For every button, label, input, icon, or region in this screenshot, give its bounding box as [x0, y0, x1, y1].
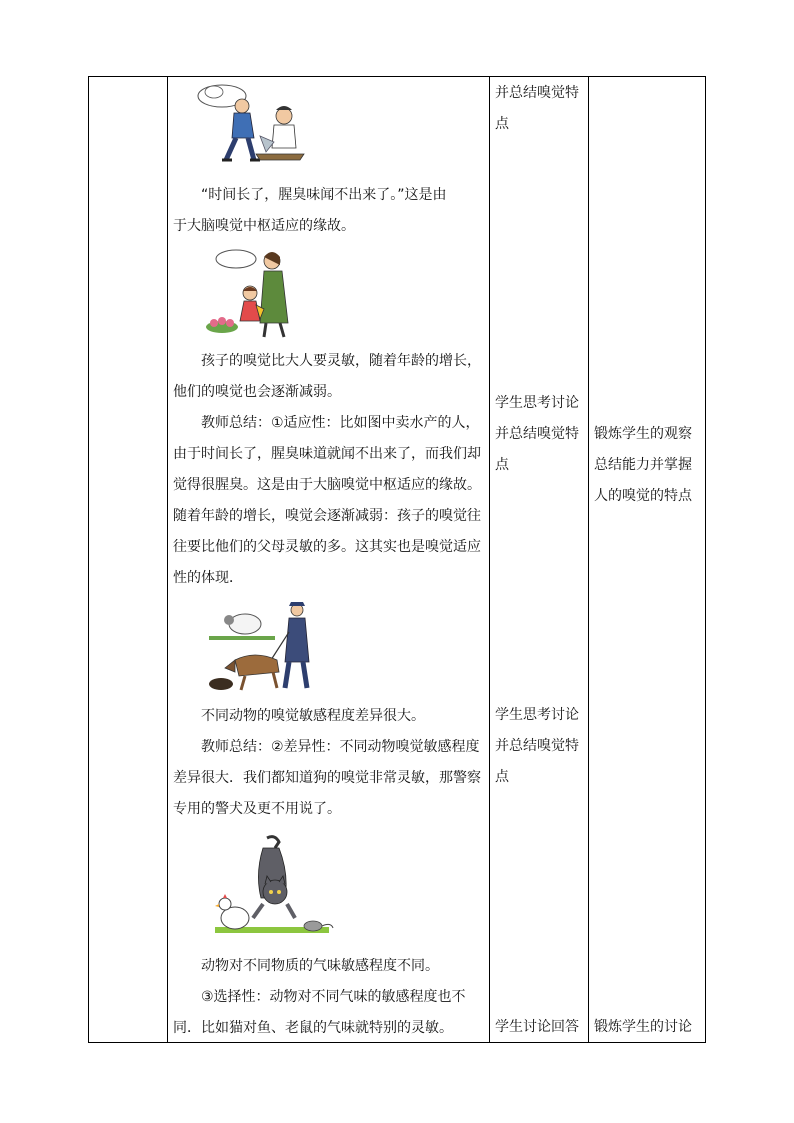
paragraph-1-line-2: 于大脑嗅觉中枢适应的缘故。	[173, 218, 355, 234]
paragraph-6-line-1: 动物对不同物质的气味敏感程度不同。	[201, 958, 439, 974]
column-divider-3	[588, 77, 589, 1042]
activity-top-line-2: 点	[495, 116, 509, 132]
paragraph-4-line-1: 不同动物的嗅觉敏感程度差异很大。	[201, 708, 425, 724]
intent-block1-line-2: 总结能力并掌握	[594, 457, 692, 473]
paragraph-7-line-1: ③选择性：动物对不同气味的敏感程度也不	[201, 989, 466, 1005]
paragraph-5-line-3: 专用的警犬及更不用说了。	[173, 801, 341, 817]
activity-block2-line-1: 学生思考讨论	[495, 707, 579, 723]
activity-block1-line-2: 并总结嗅觉特	[495, 426, 579, 442]
paragraph-3-line-5: 往要比他们的父母灵敏的多。这其实也是嗅觉适应	[173, 539, 481, 555]
activity-top-line-1: 并总结嗅觉特	[495, 85, 579, 101]
column-divider-2	[489, 77, 490, 1042]
activity-block1-line-1: 学生思考讨论	[495, 395, 579, 411]
mother-child-flower-illustration	[200, 245, 304, 339]
column-divider-1	[167, 77, 168, 1042]
paragraph-3-line-4: 随着年龄的增长，嗅觉会逐渐减弱：孩子的嗅觉往	[173, 508, 481, 524]
activity-block1-line-3: 点	[495, 457, 509, 473]
cat-chicken-mouse-illustration	[205, 834, 337, 944]
paragraph-7-line-2: 同．比如猫对鱼、老鼠的气味就特别的灵敏。	[173, 1020, 453, 1036]
intent-bottom-line: 锻炼学生的讨论	[594, 1019, 692, 1035]
paragraph-2-line-1: 孩子的嗅觉比大人要灵敏，随着年龄的增长，	[201, 353, 481, 369]
paragraph-2-line-2: 他们的嗅觉也会逐渐减弱。	[173, 384, 341, 400]
police-dog-illustration	[205, 602, 319, 694]
paragraph-3-line-1: 教师总结：①适应性：比如图中卖水产的人，	[201, 415, 480, 431]
paragraph-1-line-1: “时间长了，腥臭味闻不出来了。”这是由	[201, 187, 447, 203]
paragraph-3-line-2: 由于时间长了，腥臭味道就闻不出来了，而我们却	[173, 446, 481, 462]
fish-seller-illustration	[196, 80, 312, 166]
paragraph-3-line-6: 性的体现．	[173, 570, 243, 586]
activity-bottom-line: 学生讨论回答	[495, 1019, 579, 1035]
activity-block2-line-2: 并总结嗅觉特	[495, 738, 579, 754]
paragraph-5-line-1: 教师总结：②差异性：不同动物嗅觉敏感程度	[201, 739, 480, 755]
intent-block1-line-3: 人的嗅觉的特点	[594, 488, 692, 504]
paragraph-5-line-2: 差异很大．我们都知道狗的嗅觉非常灵敏，那警察	[173, 770, 481, 786]
paragraph-3-line-3: 觉得很腥臭。这是由于大脑嗅觉中枢适应的缘故。	[173, 477, 481, 493]
intent-block1-line-1: 锻炼学生的观察	[594, 426, 692, 442]
activity-block2-line-3: 点	[495, 769, 509, 785]
